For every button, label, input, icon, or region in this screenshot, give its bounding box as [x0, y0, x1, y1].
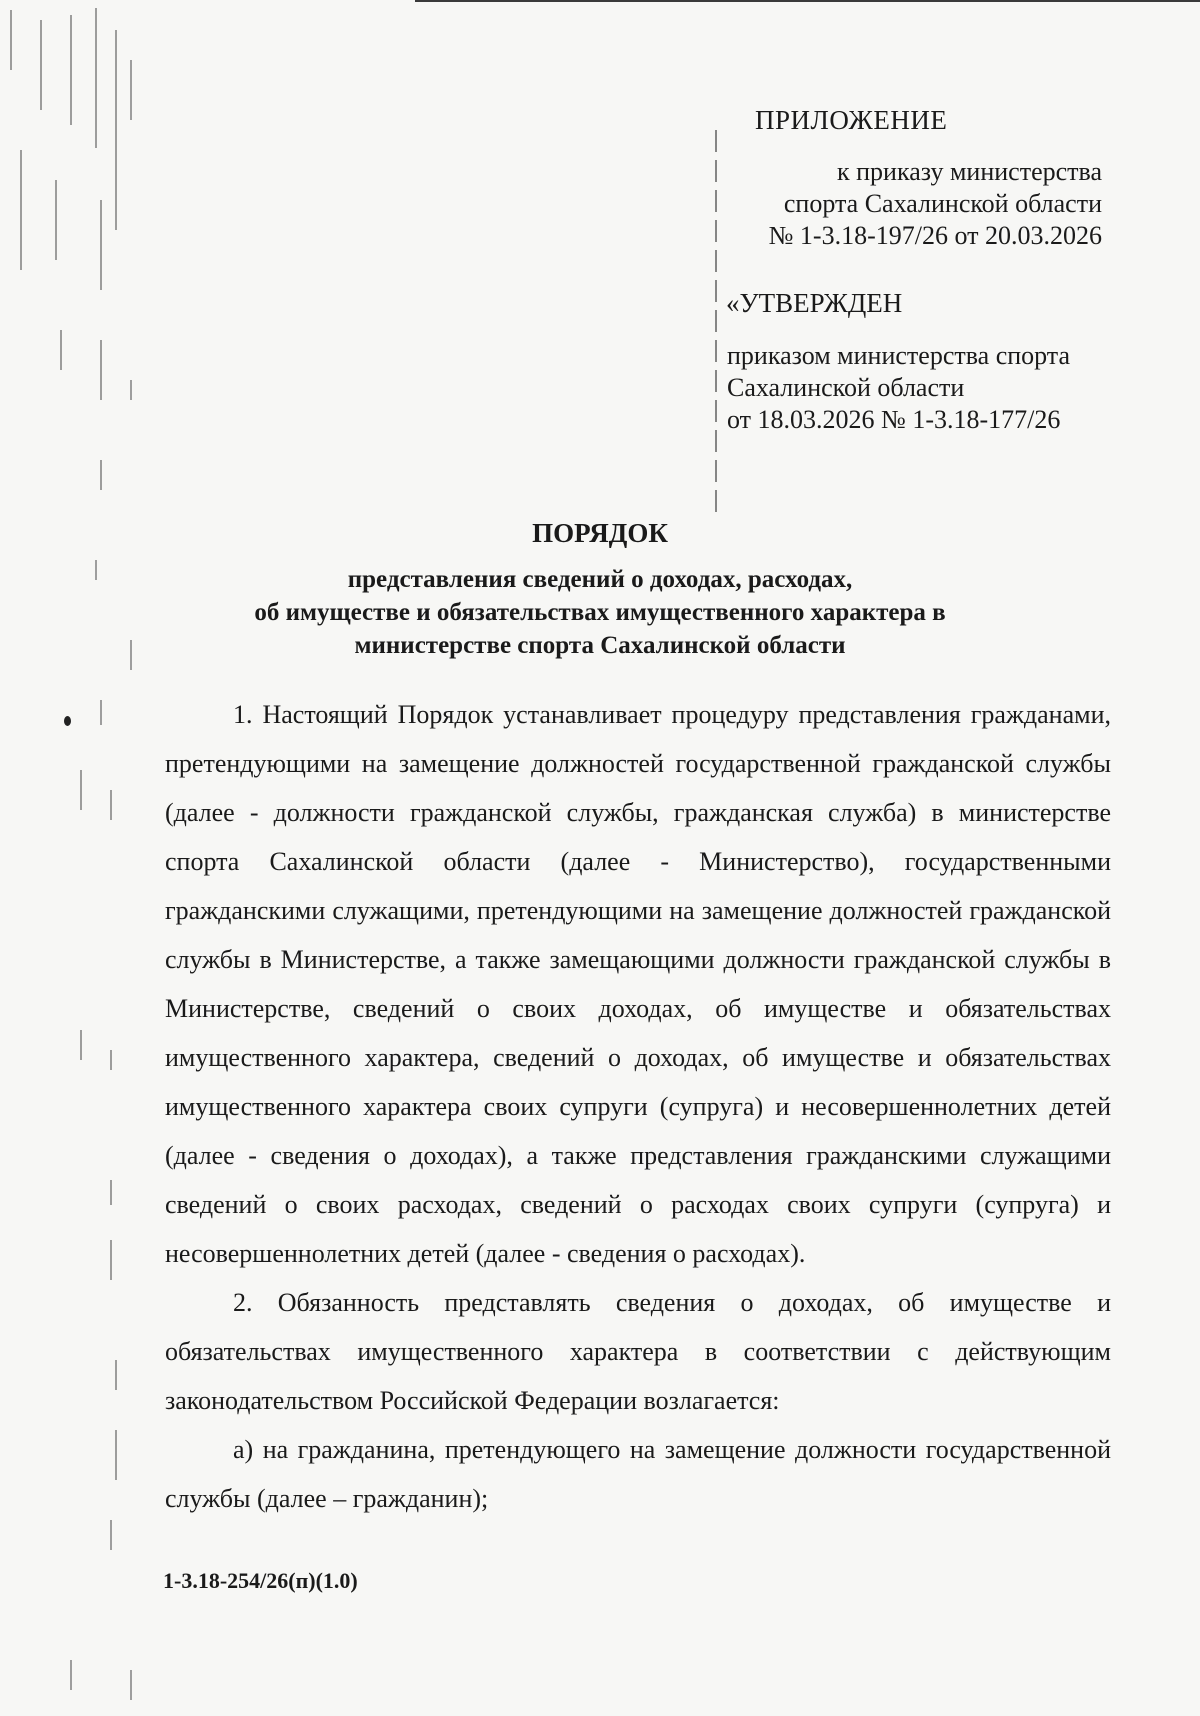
- approval-reference: [727, 340, 1070, 436]
- approved-label: «УТВЕРЖДЕН: [726, 288, 903, 318]
- reference-line: спорта Сахалинской области: [783, 189, 1102, 218]
- appendix-label: ПРИЛОЖЕНИЕ: [755, 105, 948, 135]
- appendix-reference: [740, 156, 1102, 252]
- scan-border-line: [415, 0, 1200, 2]
- document-number: 1-3.18-254/26(п)(1.0): [163, 1568, 358, 1593]
- subtitle-line: представления сведений о доходах, расходах,: [347, 566, 853, 593]
- reference-line: к приказу министерства: [837, 157, 1102, 186]
- paragraph-2a: а) на гражданина, претендующего на замещение должности государственной службы (далее – гражданин);: [165, 1435, 1111, 1513]
- approval-line: от 18.03.2026 № 1-3.18-177/26: [727, 405, 1061, 434]
- scan-dot: [64, 716, 71, 726]
- subtitle-line: министерстве спорта Сахалинской области: [354, 632, 846, 659]
- reference-line: № 1-3.18-197/26 от 20.03.2026: [768, 221, 1102, 250]
- paragraph-2: 2. Обязанность представлять сведения о доходах, об имуществе и обязательствах имущественного характера в соответствии с действующим законодательством Российской Федерации возлагается:: [165, 1288, 1111, 1415]
- document-subtitle: [0, 563, 1200, 662]
- subtitle-line: об имуществе и обязательствах имущественного характера в: [254, 599, 946, 626]
- document-body: [165, 690, 1111, 1523]
- stamp-line: [715, 130, 717, 515]
- document-title: ПОРЯДОК: [532, 518, 668, 548]
- scan-noise-edge: [0, 0, 170, 1716]
- approval-line: Сахалинской области: [727, 373, 965, 402]
- paragraph-1: 1. Настоящий Порядок устанавливает процедуру представления гражданами, претендующими на замещение должностей государственной гражданской службы (далее - должности гражданской службы, гражданская служба) в министерстве спорта Сахалинской области (далее - Министерство), государственными гражданскими служащими, претендующими на замещение должностей гражданской службы в Министерстве, а также замещающими должности гражданской службы в Министерстве, сведений о своих доходах, об имуществе и обязательствах имущественного характера, сведений о доходах, об имуществе и обязательствах имущественного характера своих супруги (супруга) и несовершеннолетних детей (далее - сведения о доходах), а также представления гражданскими служащими сведений о своих расходах, сведений о расходах своих супруги (супруга) и несовершеннолетних детей (далее - сведения о расходах).: [165, 700, 1111, 1268]
- approval-line: приказом министерства спорта: [727, 341, 1071, 370]
